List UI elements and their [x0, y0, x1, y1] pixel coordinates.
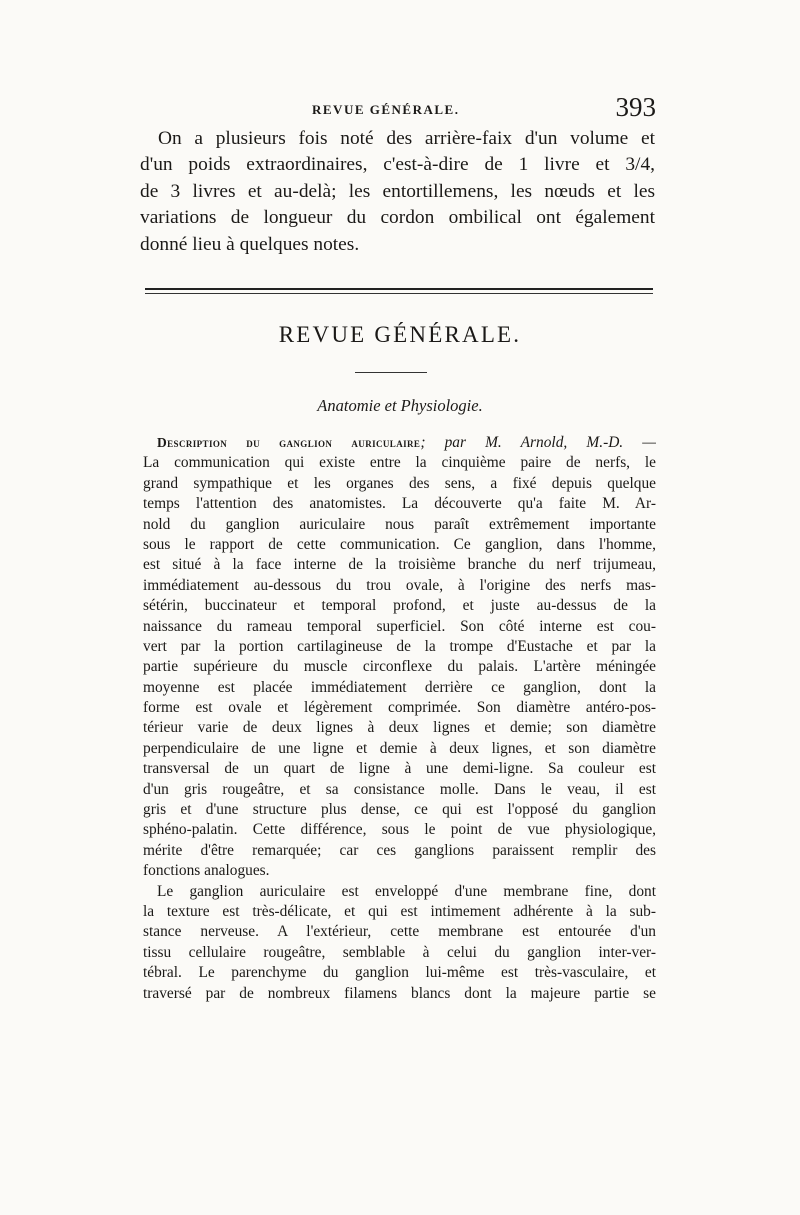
- opening-line: variations de longueur du cordon ombilical ont également: [140, 207, 655, 229]
- article-line: forme est ovale et légèrement comprimée. Son diamètre antéro-pos-: [143, 699, 656, 717]
- subsection-heading: Anatomie et Physiologie.: [317, 396, 483, 415]
- opening-line: d'un poids extraordinaires, c'est-à-dire de 1 livre et 3/4,: [140, 154, 655, 176]
- article-line: la texture est très-délicate, et qui est intimement adhérente à la sub-: [143, 902, 656, 920]
- opening-line: de 3 livres et au-delà; les entortillemens, les nœuds et les: [140, 180, 655, 202]
- opening-line: donné lieu à quelques notes.: [140, 233, 360, 255]
- article-line: La communication qui existe entre la cinquième paire de nerfs, le: [143, 454, 656, 472]
- article-line: sphéno-palatin. Cette différence, sous le point de vue physiologique,: [143, 821, 656, 839]
- article-line: immédiatement au-dessous du trou ovale, à l'origine des nerfs mas-: [143, 576, 656, 594]
- page-number: 393: [615, 92, 656, 122]
- article-line: mérite d'être remarquée; car ces ganglions paraissent remplir des: [143, 841, 656, 859]
- section-separator-rule: [145, 288, 653, 296]
- article-line: partie supérieure du muscle circonflexe du palais. L'artère méningée: [143, 658, 656, 676]
- article-line: sétérin, buccinateur et temporal profond, et juste au-dessus de la: [143, 597, 656, 615]
- article-line: tébral. Le parenchyme du ganglion lui-même est très-vasculaire, et: [143, 964, 656, 982]
- article-line: stance nerveuse. A l'extérieur, cette membrane est entourée d'un: [143, 923, 656, 941]
- article-line: perpendiculaire de une ligne et demie à deux lignes, et son diamètre: [143, 739, 656, 757]
- article-line: grand sympathique et les organes des sens, a fixé depuis quelque: [143, 474, 656, 492]
- article-line: moyenne est placée immédiatement derrière ce ganglion, dont la: [143, 678, 656, 696]
- article-line: traversé par de nombreux filamens blancs dont la majeure partie se: [143, 984, 656, 1002]
- article-line: térieur varie de deux lignes à deux lignes et demie; son diamètre: [143, 719, 656, 737]
- article-title-line: [143, 433, 656, 453]
- article-line: temps l'attention des anatomistes. La découverte qu'a faite M. Ar-: [143, 495, 656, 513]
- running-title: REVUE GÉNÉRALE.: [312, 102, 460, 117]
- opening-line: On a plusieurs fois noté des arrière-faix d'un volume et: [158, 128, 655, 149]
- article-line: gris et d'une structure plus dense, ce qui est l'opposé du ganglion: [143, 801, 656, 819]
- article-line: Le ganglion auriculaire est enveloppé d'une membrane fine, dont: [157, 882, 656, 900]
- article-title: Description du ganglion auriculaire: [157, 435, 421, 450]
- article-line: sous le rapport de cette communication. Ce ganglion, dans l'homme,: [143, 535, 656, 553]
- article-body: [143, 433, 656, 1004]
- article-line: est situé à la face interne de la troisième branche du nerf trijumeau,: [143, 556, 656, 574]
- thick-rule: [145, 288, 653, 290]
- article-line: vert par la portion cartilagineuse de la trompe d'Eustache et par la: [143, 637, 656, 655]
- article-line: naissance du rameau temporal superficiel. Son côté interne est cou-: [143, 617, 656, 635]
- article-line: nold du ganglion auriculaire nous paraît extrêmement importante: [143, 515, 656, 533]
- heading-underline-rule: [355, 372, 427, 373]
- running-head: [140, 92, 660, 122]
- opening-paragraph: [140, 126, 655, 258]
- article-line: tissu cellulaire rougeâtre, semblable à celui du ganglion inter-ver-: [143, 943, 656, 961]
- article-line: d'un gris rougeâtre, et sa consistance molle. Dans le veau, il est: [143, 780, 656, 798]
- section-heading: REVUE GÉNÉRALE.: [278, 322, 522, 347]
- article-line: fonctions analogues.: [143, 862, 270, 880]
- thin-rule: [145, 293, 653, 294]
- article-line: transversal de un quart de ligne à une demi-ligne. Sa couleur est: [143, 760, 656, 778]
- article-author: ; par M. Arnold, M.-D. —: [420, 434, 656, 451]
